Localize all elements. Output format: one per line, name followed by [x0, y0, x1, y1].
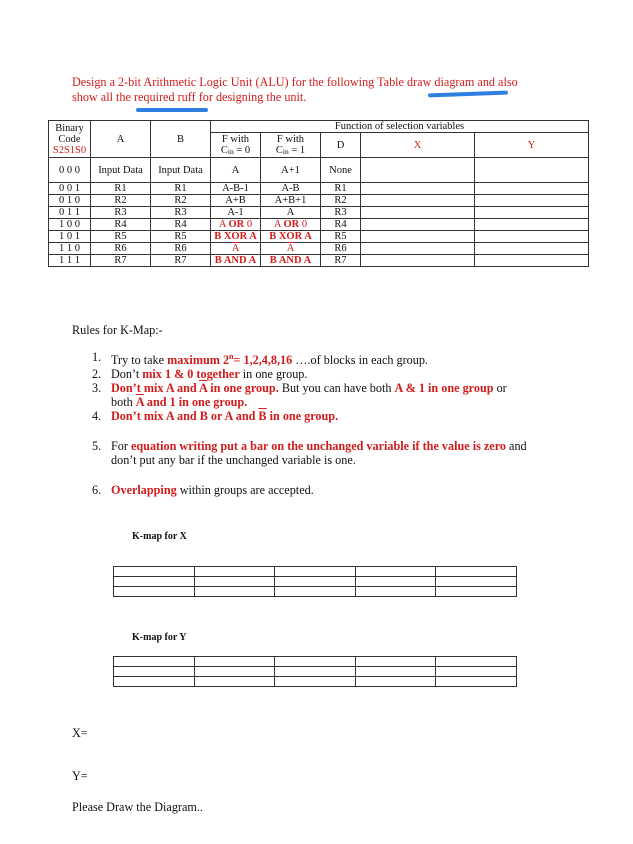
title-line-1: Design a 2-bit Arithmetic Logic Unit (ALU) for the following Table draw diagram and also — [72, 75, 518, 89]
kmap-cell — [436, 657, 517, 667]
kmap-cell — [436, 577, 517, 587]
cell-b: Input Data — [151, 158, 211, 183]
cell-f1: A-B — [261, 183, 321, 195]
header-binary-code: Binary Code S2S1S0 — [49, 121, 91, 158]
kmap-cell — [275, 587, 356, 597]
cell-a: R1 — [91, 183, 151, 195]
cell-code: 1 0 1 — [49, 231, 91, 243]
cell-x — [361, 243, 475, 255]
rules-list — [92, 350, 582, 497]
kmap-cell — [436, 567, 517, 577]
cell-a: R5 — [91, 231, 151, 243]
cell-f0: B XOR A — [211, 231, 261, 243]
kmap-cell — [194, 587, 275, 597]
cell-f0: $\overline{A}$ — [211, 243, 261, 255]
alu-function-table — [48, 120, 589, 267]
kmap-cell — [194, 657, 275, 667]
table-row — [114, 577, 517, 587]
table-row — [114, 677, 517, 687]
cell-a: R4 — [91, 219, 151, 231]
cell-b: R3 — [151, 207, 211, 219]
cell-a: R6 — [91, 243, 151, 255]
cell-code: 1 1 1 — [49, 255, 91, 267]
list-item: 2. Don’t mix 1 & 0 together in one group. — [92, 367, 308, 382]
cell-y — [475, 243, 589, 255]
table-row — [114, 667, 517, 677]
kmap-cell — [114, 667, 195, 677]
kmap-cell — [114, 677, 195, 687]
equation-y: Y= — [72, 769, 88, 783]
cell-f1: B XOR A — [261, 231, 321, 243]
kmap-cell — [194, 567, 275, 577]
kmap-cell — [355, 587, 436, 597]
table-row — [49, 243, 589, 255]
table-row — [49, 219, 589, 231]
cell-d: R1 — [321, 183, 361, 195]
kmap-cell — [355, 657, 436, 667]
header-f-cin-0: F with Cin = 0 — [211, 133, 261, 158]
rules-heading: Rules for K-Map:- — [72, 323, 163, 337]
cell-a: R2 — [91, 195, 151, 207]
cell-x — [361, 219, 475, 231]
kmap-cell — [355, 567, 436, 577]
kmap-cell — [275, 577, 356, 587]
cell-y — [475, 231, 589, 243]
cell-f0: A OR 0 — [211, 219, 261, 231]
cell-b: R2 — [151, 195, 211, 207]
kmap-cell — [114, 577, 195, 587]
list-item: 4. Don’t mix A and B or A and $\overline{B}$ in one group. — [92, 409, 339, 424]
cell-d: R4 — [321, 219, 361, 231]
table-row — [114, 567, 517, 577]
cell-f1: A+1 — [261, 158, 321, 183]
kmap-cell — [275, 667, 356, 677]
kmap-cell — [436, 587, 517, 597]
cell-a: R7 — [91, 255, 151, 267]
cell-x — [361, 195, 475, 207]
kmap-x-label: K-map for X — [132, 531, 187, 542]
equation-x: X= — [72, 726, 88, 740]
kmap-cell — [275, 657, 356, 667]
table-row — [49, 231, 589, 243]
cell-d: R3 — [321, 207, 361, 219]
kmap-cell — [194, 577, 275, 587]
cell-f0: B AND A — [211, 255, 261, 267]
kmap-cell — [194, 667, 275, 677]
kmap-y-grid — [113, 656, 517, 687]
cell-y — [475, 183, 589, 195]
cell-f1: B AND A — [261, 255, 321, 267]
list-item: 1. Try to take maximum $2^n= 1,2,4,8,16$ ….of blocks in each group. — [92, 350, 428, 368]
cell-y — [475, 158, 589, 183]
kmap-cell — [275, 567, 356, 577]
cell-y — [475, 255, 589, 267]
cell-d: None — [321, 158, 361, 183]
cell-f0: A — [211, 158, 261, 183]
cell-x — [361, 207, 475, 219]
cell-y — [475, 219, 589, 231]
kmap-cell — [275, 677, 356, 687]
table-row — [114, 657, 517, 667]
table-row — [49, 207, 589, 219]
kmap-cell — [355, 577, 436, 587]
kmap-cell — [114, 587, 195, 597]
cell-d: R2 — [321, 195, 361, 207]
assignment-title — [72, 75, 592, 105]
cell-a: R3 — [91, 207, 151, 219]
kmap-cell — [436, 677, 517, 687]
cell-a: Input Data — [91, 158, 151, 183]
list-item: 5. For equation writing put a bar on the unchanged variable if the value is zero and don’t put any bar if the unchanged variable is one. — [92, 439, 527, 468]
cell-y — [475, 195, 589, 207]
cell-f0: A-B-1 — [211, 183, 261, 195]
table-row — [114, 587, 517, 597]
cell-b: R5 — [151, 231, 211, 243]
cell-f1: A — [261, 207, 321, 219]
kmap-cell — [194, 677, 275, 687]
cell-f0: A-1 — [211, 207, 261, 219]
table-row — [49, 255, 589, 267]
cell-code: 0 1 0 — [49, 195, 91, 207]
cell-code: 0 0 1 — [49, 183, 91, 195]
cell-x — [361, 158, 475, 183]
cell-d: R5 — [321, 231, 361, 243]
kmap-x-grid — [113, 566, 517, 597]
cell-code: 0 0 0 — [49, 158, 91, 183]
cell-f1: $\overline{A}$ — [261, 243, 321, 255]
cell-b: R7 — [151, 255, 211, 267]
cell-b: R4 — [151, 219, 211, 231]
cell-code: 1 1 0 — [49, 243, 91, 255]
header-function-of-selection: Function of selection variables — [211, 121, 589, 133]
header-b: B — [151, 121, 211, 158]
list-item: 6. Overlapping within groups are accepted. — [92, 483, 314, 498]
cell-y — [475, 207, 589, 219]
kmap-cell — [114, 567, 195, 577]
table-row — [49, 158, 589, 183]
cell-code: 1 0 0 — [49, 219, 91, 231]
cell-b: R1 — [151, 183, 211, 195]
table-row — [49, 183, 589, 195]
cell-code: 0 1 1 — [49, 207, 91, 219]
kmap-cell — [355, 677, 436, 687]
footer-instruction: Please Draw the Diagram.. — [72, 800, 203, 814]
cell-d: R7 — [321, 255, 361, 267]
kmap-y-label: K-map for Y — [132, 632, 187, 643]
cell-f0: A+B — [211, 195, 261, 207]
cell-x — [361, 255, 475, 267]
table-row — [49, 195, 589, 207]
title-line-2: show all the required ruff for designing the unit. — [72, 90, 307, 104]
header-x: X — [361, 133, 475, 158]
header-d: D — [321, 133, 361, 158]
cell-d: R6 — [321, 243, 361, 255]
header-f-cin-1: F with Cin = 1 — [261, 133, 321, 158]
header-a: A — [91, 121, 151, 158]
list-item: 3. Don’t mix A and $\overline{A}$ in one group. But you can have both A & 1 in one group or both $\overline{A}$ and 1 in one group. — [92, 381, 507, 410]
header-y: Y — [475, 133, 589, 158]
kmap-cell — [355, 667, 436, 677]
cell-f1: A OR 0 — [261, 219, 321, 231]
cell-b: R6 — [151, 243, 211, 255]
highlight-mark-required-ruff — [136, 108, 208, 112]
cell-x — [361, 183, 475, 195]
cell-x — [361, 231, 475, 243]
kmap-cell — [114, 657, 195, 667]
kmap-cell — [436, 667, 517, 677]
cell-f1: A+B+1 — [261, 195, 321, 207]
